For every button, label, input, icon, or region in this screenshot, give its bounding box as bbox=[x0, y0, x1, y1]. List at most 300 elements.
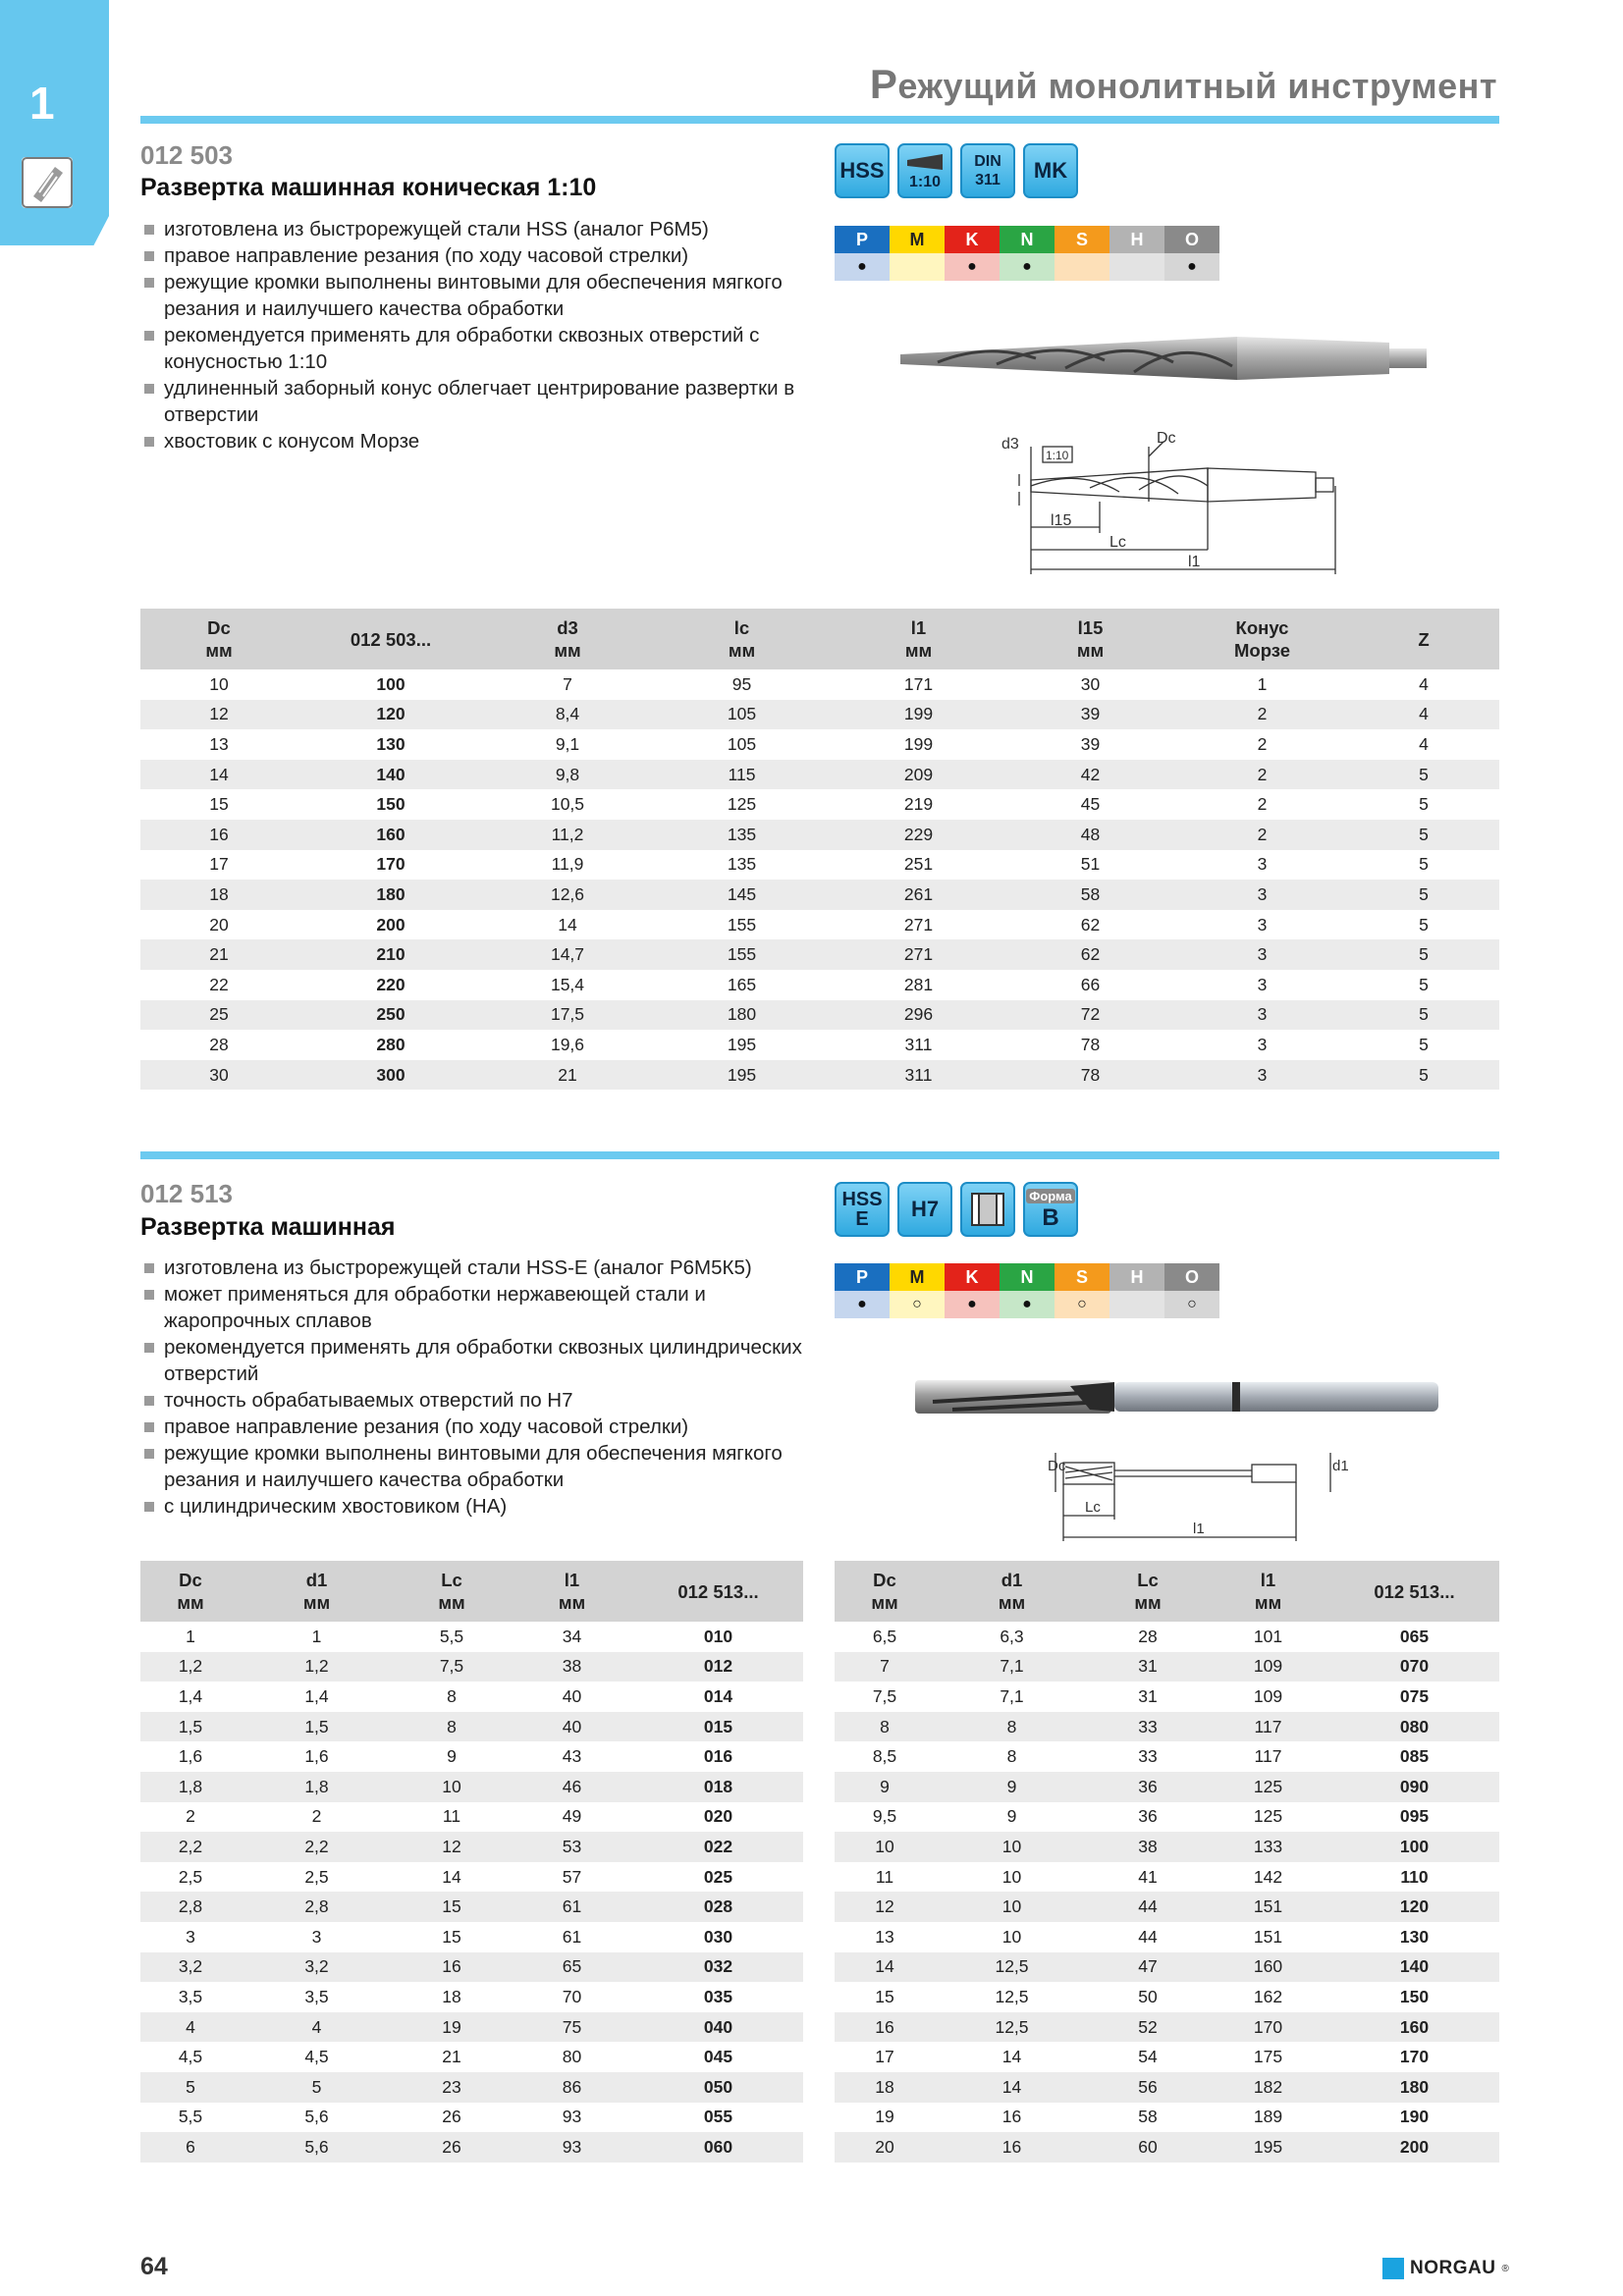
cylinder-shank-icon bbox=[969, 1191, 1006, 1228]
table-cell: 19,6 bbox=[550, 1034, 585, 1054]
table-row bbox=[140, 1952, 803, 1983]
table-cell: 17,5 bbox=[484, 1000, 651, 1031]
table-cell: 43 bbox=[562, 1746, 582, 1767]
feature-item: изготовлена из быстрорежущей стали HSS-E (аналог Р6М5К5) bbox=[142, 1255, 820, 1281]
table-row bbox=[140, 729, 1499, 760]
table-cell: 93 bbox=[562, 2107, 582, 2127]
table-row bbox=[140, 2042, 803, 2072]
table-row bbox=[835, 1741, 1499, 1772]
material-mark: ○ bbox=[890, 1291, 945, 1318]
table-row bbox=[835, 1952, 1499, 1983]
page-number: 64 bbox=[140, 2253, 168, 2280]
table-cell: 060 bbox=[633, 2132, 803, 2163]
table-cell: 40 bbox=[511, 1712, 633, 1742]
table-cell: 25 bbox=[140, 1000, 298, 1031]
table-cell: 58 bbox=[1004, 880, 1176, 910]
table-cell: 9 bbox=[447, 1746, 457, 1767]
table-cell: 66 bbox=[1080, 974, 1101, 994]
table-cell: 5 bbox=[1419, 854, 1429, 875]
table-cell: 65 bbox=[511, 1952, 633, 1983]
table-cell: 58 bbox=[1138, 2107, 1158, 2127]
table-cell: 45 bbox=[1080, 794, 1101, 815]
table-cell: 12,5 bbox=[935, 2012, 1089, 2043]
table-cell: 5 bbox=[1419, 1034, 1429, 1054]
cylindrical-shank-badge bbox=[960, 1182, 1015, 1237]
table-cell: 2,2 bbox=[241, 1832, 393, 1862]
table-cell: 20 bbox=[209, 914, 229, 934]
table-cell: 070 bbox=[1329, 1652, 1499, 1682]
table-cell: 4 bbox=[241, 2012, 393, 2043]
table-cell: 12,5 bbox=[995, 1986, 1029, 2006]
table-cell: 155 bbox=[651, 939, 833, 970]
table-cell: 195 bbox=[651, 1060, 833, 1091]
table-cell: 155 bbox=[727, 914, 757, 934]
table-row bbox=[140, 2132, 803, 2163]
table-cell: 26 bbox=[442, 2107, 461, 2127]
table-cell: 23 bbox=[393, 2072, 511, 2103]
table-cell: 38 bbox=[1089, 1832, 1207, 1862]
table-cell: 42 bbox=[1004, 760, 1176, 790]
table-cell: 5 bbox=[1348, 820, 1499, 850]
table-cell: 2 bbox=[1176, 700, 1348, 730]
taper-icon bbox=[905, 152, 945, 172]
table-cell: 61 bbox=[562, 1926, 582, 1947]
material-header: O bbox=[1164, 1263, 1219, 1291]
table-row bbox=[140, 939, 1499, 970]
table-cell: 10 bbox=[935, 1832, 1089, 1862]
table-row bbox=[140, 1000, 1499, 1031]
feature-item: правое направление резания (по ходу часовой стрелки) bbox=[142, 1414, 820, 1440]
table-row bbox=[140, 970, 1499, 1000]
table-cell: 130 bbox=[1399, 1926, 1430, 1947]
table-cell: 17 bbox=[875, 2047, 894, 2067]
table-cell: 1,4 bbox=[178, 1685, 203, 1706]
table-cell: 14 bbox=[442, 1866, 461, 1887]
table-row bbox=[835, 2132, 1499, 2163]
feature-item: хвостовик с конусом Морзе bbox=[142, 428, 820, 454]
table-cell: 3,5 bbox=[304, 1986, 329, 2006]
table-cell: 3,2 bbox=[140, 1952, 241, 1983]
table-cell: 5,5 bbox=[439, 1626, 464, 1646]
table-cell: 133 bbox=[1207, 1832, 1329, 1862]
table-cell: 31 bbox=[1138, 1685, 1158, 1706]
table-cell: 9,8 bbox=[484, 760, 651, 790]
table-cell: 9,1 bbox=[555, 733, 580, 754]
table-cell: 200 bbox=[376, 914, 406, 934]
table-cell: 015 bbox=[633, 1712, 803, 1742]
column-header: lc мм bbox=[651, 609, 833, 669]
table-cell: 032 bbox=[633, 1952, 803, 1983]
material-mark: ● bbox=[1164, 253, 1219, 281]
svg-text:Dc: Dc bbox=[1048, 1458, 1066, 1474]
table-cell: 53 bbox=[511, 1832, 633, 1862]
table-cell: 26 bbox=[393, 2132, 511, 2163]
table-cell: 3 bbox=[1257, 854, 1268, 875]
column-header: d1 мм bbox=[241, 1561, 393, 1622]
table-row bbox=[140, 1060, 1499, 1091]
table-cell: 195 bbox=[1207, 2132, 1329, 2163]
table-row bbox=[140, 2012, 803, 2043]
table-row bbox=[140, 1862, 803, 1893]
table-cell: 125 bbox=[1253, 1806, 1283, 1827]
table-row bbox=[140, 1892, 803, 1922]
table-cell: 14 bbox=[935, 2072, 1089, 2103]
table-cell: 150 bbox=[376, 794, 406, 815]
table-cell: 4,5 bbox=[304, 2047, 329, 2067]
table-row bbox=[835, 1652, 1499, 1682]
table-cell: 2 bbox=[1176, 820, 1348, 850]
feature-item: может применяться для обработки нержавеющей стали и жаропрочных сплавов bbox=[142, 1281, 820, 1334]
table-cell: 4,5 bbox=[178, 2047, 203, 2067]
table-cell: 199 bbox=[833, 700, 1004, 730]
column-header: Dc мм bbox=[140, 609, 298, 669]
column-header: Lc мм bbox=[393, 1561, 511, 1622]
table-cell: 110 bbox=[1400, 1866, 1429, 1887]
table-cell: 49 bbox=[562, 1806, 582, 1827]
table-row bbox=[140, 760, 1499, 790]
table-row bbox=[140, 1982, 803, 2012]
table-cell: 8,4 bbox=[484, 700, 651, 730]
table-cell: 6,5 bbox=[872, 1626, 897, 1646]
table-row bbox=[835, 2012, 1499, 2043]
table-cell: 065 bbox=[1399, 1626, 1430, 1646]
table-cell: 1,8 bbox=[241, 1772, 393, 1802]
svg-text:d3: d3 bbox=[1001, 436, 1019, 453]
table-cell: 2,8 bbox=[140, 1892, 241, 1922]
table-cell: 045 bbox=[703, 2047, 733, 2067]
svg-text:l1: l1 bbox=[1188, 554, 1201, 570]
table-cell: 162 bbox=[1253, 1986, 1283, 2006]
table-cell: 15 bbox=[442, 1926, 461, 1947]
taper-reamer-image bbox=[898, 329, 1434, 393]
feature-item: режущие кромки выполнены винтовыми для обеспечения мягкого резания и наилучшего качества обработки bbox=[142, 1440, 820, 1493]
table-row bbox=[140, 700, 1499, 730]
table-row bbox=[835, 2103, 1499, 2133]
table-cell: 022 bbox=[633, 1832, 803, 1862]
tolerance-badge: H7 bbox=[897, 1182, 952, 1237]
table-cell: 080 bbox=[1329, 1712, 1499, 1742]
material-mark bbox=[1109, 1291, 1164, 1318]
table-cell: 025 bbox=[703, 1866, 733, 1887]
table-cell: 15 bbox=[393, 1892, 511, 1922]
table-row bbox=[835, 1862, 1499, 1893]
table-cell: 10 bbox=[393, 1772, 511, 1802]
table-cell: 18 bbox=[442, 1986, 461, 2006]
table-cell: 1 bbox=[311, 1626, 322, 1646]
column-header: l1 мм bbox=[511, 1561, 633, 1622]
table-row bbox=[140, 820, 1499, 850]
table-cell: 7,1 bbox=[1000, 1685, 1024, 1706]
din-badge: DIN 311 bbox=[960, 143, 1015, 198]
table-cell: 5,6 bbox=[304, 2107, 329, 2127]
table-cell: 142 bbox=[1253, 1866, 1283, 1887]
material-header: O bbox=[1164, 226, 1219, 253]
table-cell: 160 bbox=[1207, 1952, 1329, 1983]
table-cell: 6,3 bbox=[1000, 1626, 1024, 1646]
material-mark bbox=[1109, 253, 1164, 281]
table-cell: 170 bbox=[1207, 2012, 1329, 2043]
table-cell: 100 bbox=[1329, 1832, 1499, 1862]
feature-item: рекомендуется применять для обработки сквозных отверстий с конусностью 1:10 bbox=[142, 322, 820, 375]
table-row bbox=[140, 1712, 803, 1742]
table-cell: 31 bbox=[1089, 1652, 1207, 1682]
material-mark bbox=[1055, 253, 1109, 281]
table-cell: 5 bbox=[1419, 974, 1429, 994]
svg-text:Lc: Lc bbox=[1085, 1499, 1101, 1516]
material-header: S bbox=[1055, 226, 1109, 253]
feature-item: рекомендуется применять для обработки сквозных цилиндрических отверстий bbox=[142, 1334, 820, 1387]
column-header: Z bbox=[1348, 609, 1499, 669]
table-cell: 109 bbox=[1253, 1685, 1283, 1706]
table-header-row bbox=[140, 609, 1499, 669]
table-row bbox=[835, 1682, 1499, 1712]
table-cell: 44 bbox=[1089, 1892, 1207, 1922]
material-header: M bbox=[890, 226, 945, 253]
table-cell: 9 bbox=[935, 1772, 1089, 1802]
feature-item: с цилиндрическим хвостовиком (HA) bbox=[142, 1493, 820, 1520]
svg-text:Lc: Lc bbox=[1109, 534, 1126, 551]
table-cell: 311 bbox=[904, 1034, 933, 1054]
table-cell: 4 bbox=[1419, 733, 1429, 754]
table-cell: 47 bbox=[1089, 1952, 1207, 1983]
table-cell: 44 bbox=[1138, 1926, 1158, 1947]
material-mark: ● bbox=[1000, 253, 1055, 281]
taper-reamer-drawing bbox=[992, 407, 1365, 589]
column-header: Dc мм bbox=[835, 1561, 935, 1622]
table-cell: 51 bbox=[1080, 854, 1101, 875]
table-cell: 190 bbox=[1399, 2107, 1430, 2127]
column-header: l15 мм bbox=[1004, 609, 1176, 669]
table-cell: 229 bbox=[833, 820, 1004, 850]
feature-item: удлиненный заборный конус облегчает центрирование развертки в отверстии bbox=[142, 375, 820, 428]
table-cell: 117 bbox=[1207, 1712, 1329, 1742]
table-cell: 5 bbox=[1348, 939, 1499, 970]
material-grid bbox=[835, 226, 1219, 281]
table-cell: 1,6 bbox=[304, 1746, 329, 1767]
table-cell: 70 bbox=[562, 1986, 582, 2006]
table-cell: 5 bbox=[241, 2072, 393, 2103]
table-row bbox=[835, 1772, 1499, 1802]
table-cell: 2 bbox=[1257, 733, 1268, 754]
table-cell: 50 bbox=[1138, 1986, 1158, 2006]
table-cell: 050 bbox=[633, 2072, 803, 2103]
table-cell: 10 bbox=[1001, 1866, 1022, 1887]
table-cell: 145 bbox=[651, 880, 833, 910]
table-cell: 115 bbox=[651, 760, 833, 790]
table-cell: 40 bbox=[562, 1685, 582, 1706]
table-cell: 160 bbox=[1329, 2012, 1499, 2043]
table-cell: 3 bbox=[1176, 939, 1348, 970]
column-header: Dc мм bbox=[140, 1561, 241, 1622]
table-cell: 016 bbox=[703, 1746, 733, 1767]
reamer-icon bbox=[22, 157, 73, 208]
table-cell: 13 bbox=[875, 1926, 894, 1947]
table-cell: 8 bbox=[935, 1712, 1089, 1742]
table-cell: 16 bbox=[393, 1952, 511, 1983]
table-cell: 5 bbox=[1419, 794, 1429, 815]
table-cell: 41 bbox=[1138, 1866, 1158, 1887]
table-cell: 8 bbox=[447, 1685, 457, 1706]
brand-square-icon bbox=[1382, 2258, 1404, 2279]
table-cell: 180 bbox=[298, 880, 484, 910]
table-cell: 52 bbox=[1089, 2012, 1207, 2043]
table-cell: 3 bbox=[1257, 1034, 1268, 1054]
table-row bbox=[140, 789, 1499, 820]
feature-item: точность обрабатываемых отверстий по H7 bbox=[142, 1387, 820, 1414]
table-cell: 8 bbox=[1006, 1746, 1017, 1767]
table-cell: 56 bbox=[1089, 2072, 1207, 2103]
table-cell: 5 bbox=[1348, 1060, 1499, 1091]
table-cell: 1 bbox=[1257, 673, 1268, 694]
table-row bbox=[140, 1922, 803, 1952]
table-cell: 10 bbox=[935, 1892, 1089, 1922]
table-cell: 105 bbox=[651, 700, 833, 730]
table-cell: 17 bbox=[209, 854, 229, 875]
table-cell: 12 bbox=[835, 1892, 935, 1922]
table-cell: 33 bbox=[1138, 1746, 1158, 1767]
table-cell: 120 bbox=[1329, 1892, 1499, 1922]
table-cell: 151 bbox=[1207, 1892, 1329, 1922]
table-cell: 040 bbox=[633, 2012, 803, 2043]
material-mark: ● bbox=[835, 1291, 890, 1318]
page-header-title: Режущий монолитный инструмент bbox=[869, 61, 1497, 107]
table-cell: 86 bbox=[511, 2072, 633, 2103]
table-cell: 22 bbox=[209, 974, 229, 994]
table-row bbox=[140, 850, 1499, 881]
table-cell: 14 bbox=[558, 914, 577, 934]
table-cell: 300 bbox=[298, 1060, 484, 1091]
table-cell: 1,6 bbox=[178, 1746, 203, 1767]
table-cell: 61 bbox=[511, 1892, 633, 1922]
table-cell: 3 bbox=[1257, 914, 1268, 934]
table-row bbox=[835, 1622, 1499, 1652]
material-mark: ● bbox=[945, 253, 1000, 281]
table-cell: 130 bbox=[376, 733, 406, 754]
table-row bbox=[835, 1982, 1499, 2012]
column-header: Конус Морзе bbox=[1176, 609, 1348, 669]
table-cell: 15 bbox=[875, 1986, 894, 2006]
table-cell: 018 bbox=[633, 1772, 803, 1802]
table-cell: 055 bbox=[703, 2107, 733, 2127]
table-cell: 296 bbox=[833, 1000, 1004, 1031]
material-header: H bbox=[1109, 1263, 1164, 1291]
table-cell: 125 bbox=[1207, 1772, 1329, 1802]
table-cell: 012 bbox=[633, 1652, 803, 1682]
table-row bbox=[835, 1802, 1499, 1833]
table-cell: 199 bbox=[903, 733, 934, 754]
table-cell: 78 bbox=[1080, 1034, 1101, 1054]
column-header: d3 мм bbox=[484, 609, 651, 669]
table-cell: 171 bbox=[903, 673, 934, 694]
table-cell: 46 bbox=[511, 1772, 633, 1802]
table-cell: 11,2 bbox=[484, 820, 651, 850]
table-cell: 3,2 bbox=[241, 1952, 393, 1983]
table-cell: 16 bbox=[835, 2012, 935, 2043]
table-cell: 14,7 bbox=[484, 939, 651, 970]
table-row bbox=[835, 2042, 1499, 2072]
table-cell: 180 bbox=[1329, 2072, 1499, 2103]
table-row bbox=[140, 1832, 803, 1862]
table-cell: 271 bbox=[903, 914, 934, 934]
table-cell: 14 bbox=[1001, 2047, 1022, 2067]
table-cell: 8,5 bbox=[872, 1746, 897, 1767]
table-cell: 030 bbox=[703, 1926, 733, 1947]
table-cell: 18 bbox=[140, 880, 298, 910]
column-header: l1 мм bbox=[1207, 1561, 1329, 1622]
table-cell: 210 bbox=[298, 939, 484, 970]
table-cell: 010 bbox=[703, 1626, 733, 1646]
table-cell: 170 bbox=[376, 854, 406, 875]
trademark-symbol: ® bbox=[1501, 2263, 1509, 2274]
table-cell: 125 bbox=[727, 794, 757, 815]
table-cell: 19 bbox=[393, 2012, 511, 2043]
table-cell: 4 bbox=[1419, 673, 1429, 694]
chapter-number: 1 bbox=[29, 78, 55, 129]
property-badges bbox=[835, 143, 1078, 198]
product-title: Развертка машинная коническая 1:10 bbox=[140, 174, 597, 201]
feature-list bbox=[142, 216, 820, 454]
table-row bbox=[140, 2103, 803, 2133]
material-header: N bbox=[1000, 1263, 1055, 1291]
table-cell: 1 bbox=[186, 1626, 195, 1646]
table-cell: 12 bbox=[140, 700, 298, 730]
table-cell: 311 bbox=[833, 1060, 1004, 1091]
material-header: S bbox=[1055, 1263, 1109, 1291]
table-cell: 7,5 bbox=[393, 1652, 511, 1682]
table-cell: 6 bbox=[140, 2132, 241, 2163]
feature-item: правое направление резания (по ходу часовой стрелки) bbox=[142, 242, 820, 269]
table-cell: 140 bbox=[298, 760, 484, 790]
table-cell: 30 bbox=[1080, 673, 1101, 694]
table-cell: 2 bbox=[1176, 760, 1348, 790]
table-cell: 21 bbox=[484, 1060, 651, 1091]
table-row bbox=[835, 2072, 1499, 2103]
table-row bbox=[140, 1741, 803, 1772]
table-row bbox=[140, 1030, 1499, 1060]
table-cell: 151 bbox=[1253, 1926, 1283, 1947]
table-cell: 3 bbox=[1257, 974, 1268, 994]
table-cell: 16 bbox=[1001, 2107, 1022, 2127]
table-cell: 7,5 bbox=[872, 1685, 897, 1706]
property-badges bbox=[835, 1182, 1078, 1237]
table-cell: 48 bbox=[1004, 820, 1176, 850]
table-cell: 5,5 bbox=[178, 2107, 203, 2127]
svg-text:d1: d1 bbox=[1332, 1458, 1349, 1474]
table-cell: 100 bbox=[376, 673, 406, 694]
table-row bbox=[835, 1712, 1499, 1742]
table-cell: 250 bbox=[298, 1000, 484, 1031]
material-header: P bbox=[835, 1263, 890, 1291]
table-cell: 175 bbox=[1253, 2047, 1283, 2067]
table-cell: 20 bbox=[835, 2132, 935, 2163]
table-cell: 2,2 bbox=[140, 1832, 241, 1862]
table-row bbox=[140, 880, 1499, 910]
table-cell: 21 bbox=[442, 2047, 461, 2067]
table-row bbox=[835, 1922, 1499, 1952]
table-cell: 180 bbox=[651, 1000, 833, 1031]
hss-badge: HSS bbox=[835, 143, 890, 198]
feature-item: режущие кромки выполнены винтовыми для обеспечения мягкого резания и наилучшего качества обработки bbox=[142, 269, 820, 322]
table-cell: 62 bbox=[1004, 939, 1176, 970]
table-cell: 5 bbox=[1348, 1000, 1499, 1031]
table-cell: 11 bbox=[442, 1806, 461, 1827]
header-divider bbox=[140, 116, 1499, 124]
table-cell: 18 bbox=[835, 2072, 935, 2103]
table-cell: 261 bbox=[833, 880, 1004, 910]
table-cell: 78 bbox=[1004, 1060, 1176, 1091]
table-cell: 57 bbox=[562, 1866, 582, 1887]
table-cell: 150 bbox=[1399, 1986, 1430, 2006]
